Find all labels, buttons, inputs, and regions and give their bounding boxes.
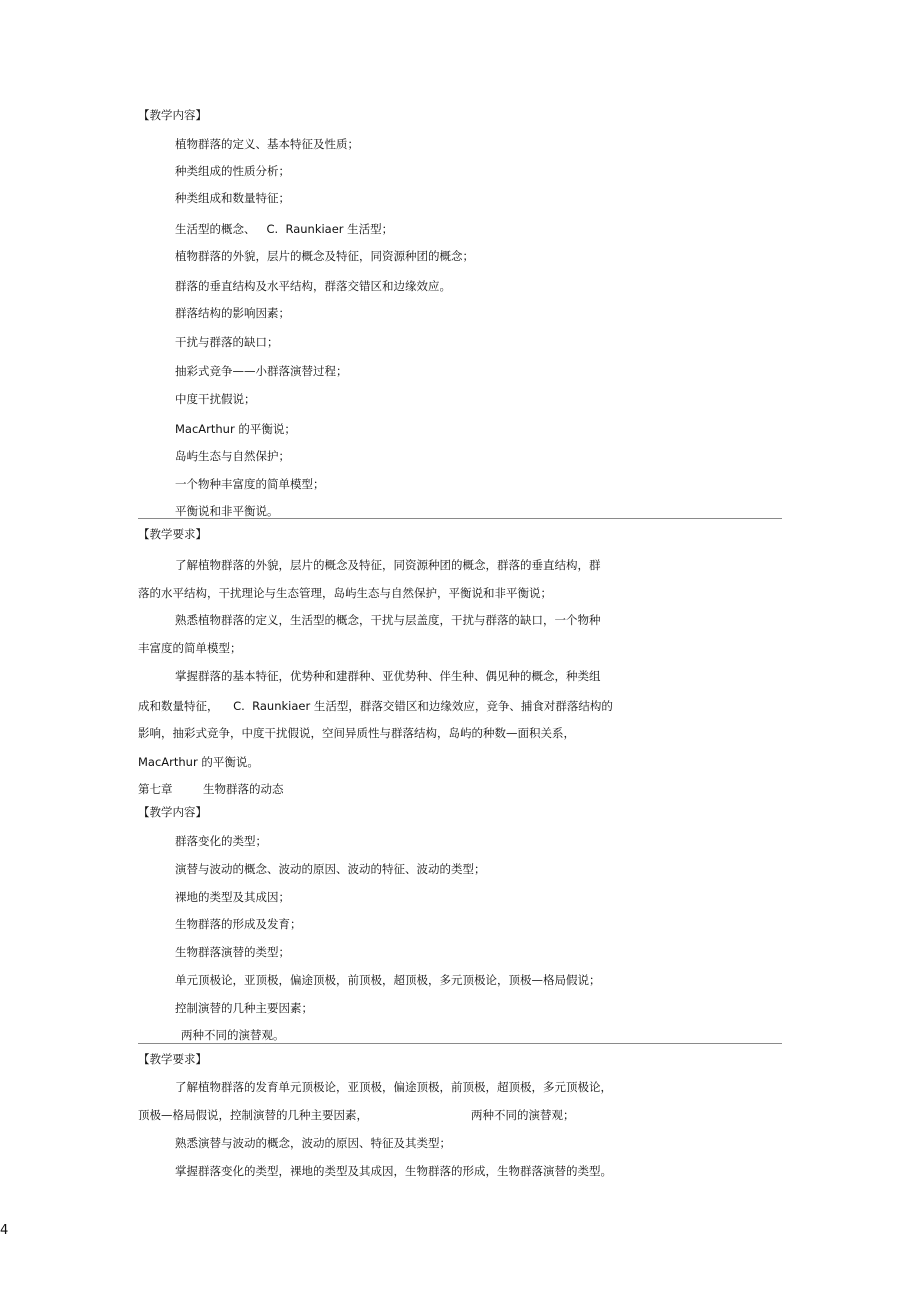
content-item: 种类组成的性质分析； [175,164,290,178]
chapter-title: 生物群落的动态 [203,782,284,796]
requirement-line: 两种不同的演替观； [471,1108,575,1122]
requirement-line: 落的水平结构，干扰理论与生态管理，岛屿生态与自然保护，平衡说和非平衡说； [138,586,552,600]
content-item: 裸地的类型及其成因； [175,890,290,904]
content-item: 生物群落演替的类型； [175,945,290,959]
content-item: 生活型的概念、 C. Raunkiaer 生活型； [175,222,394,236]
content-item: 中度干扰假说； [175,392,256,406]
content-item: 植物群落的外貌，层片的概念及特征，同资源种团的概念； [175,249,474,263]
content-item: 群落结构的影响因素； [175,306,290,320]
content-item: 控制演替的几种主要因素； [175,1001,313,1015]
requirement-line: 熟悉演替与波动的概念，波动的原因、特征及其类型； [175,1136,451,1150]
page-number: 4 [0,1223,9,1238]
section-header-requirements: 【教学要求】 [138,1052,207,1066]
content-item: MacArthur 的平衡说； [175,422,296,436]
requirement-line: 丰富度的简单模型； [138,641,242,655]
requirement-line: 顶极—格局假说，控制演替的几种主要因素， [138,1108,368,1122]
requirement-line: 掌握群落变化的类型，裸地的类型及其成因，生物群落的形成，生物群落演替的类型。 [175,1164,612,1178]
content-item: 种类组成和数量特征； [175,191,290,205]
content-item: 演替与波动的概念、波动的原因、波动的特征、波动的类型； [175,862,486,876]
content-item: 植物群落的定义、基本特征及性质； [175,137,359,151]
requirement-line: 成和数量特征， C. Raunkiaer 生活型，群落交错区和边缘效应，竞争、捕食对群落结构的 [138,699,613,713]
content-item: 群落的垂直结构及水平结构，群落交错区和边缘效应。 [175,279,451,293]
section-header-requirements: 【教学要求】 [138,527,207,541]
content-item: 生物群落的形成及发育； [175,917,302,931]
section-header-content: 【教学内容】 [138,805,207,819]
content-item: 一个物种丰富度的简单模型； [175,477,325,491]
content-item: 单元顶极论，亚顶极，偏途顶极，前顶极，超顶极，多元顶极论，顶极—格局假说； [175,973,601,987]
content-item: 岛屿生态与自然保护； [175,449,290,463]
content-item: 群落变化的类型； [175,834,267,848]
requirement-line: MacArthur 的平衡说。 [138,755,259,769]
requirement-line: 掌握群落的基本特征，优势种和建群种、亚优势种、伴生种、偶见种的概念，种类组 [175,669,601,683]
requirement-line: 影响，抽彩式竞争，中度干扰假说，空间异质性与群落结构，岛屿的种数—面积关系， [138,726,575,740]
content-item: 平衡说和非平衡说。 [175,504,279,518]
divider-line [138,1043,782,1044]
chapter-number: 第七章 [138,782,173,796]
content-item: 干扰与群落的缺口； [175,335,279,349]
requirement-line: 了解植物群落的发育单元顶极论，亚顶极，偏途顶极，前顶极，超顶极，多元顶极论， [175,1080,612,1094]
content-item: 两种不同的演替观。 [181,1028,285,1042]
section-header-content: 【教学内容】 [138,108,207,122]
content-item: 抽彩式竞争——小群落演替过程； [175,364,348,378]
requirement-line: 熟悉植物群落的定义，生活型的概念，干扰与层盖度，干扰与群落的缺口，一个物种 [175,613,601,627]
divider-line [138,518,782,519]
requirement-line: 了解植物群落的外貌，层片的概念及特征，同资源种团的概念，群落的垂直结构，群 [175,558,601,572]
